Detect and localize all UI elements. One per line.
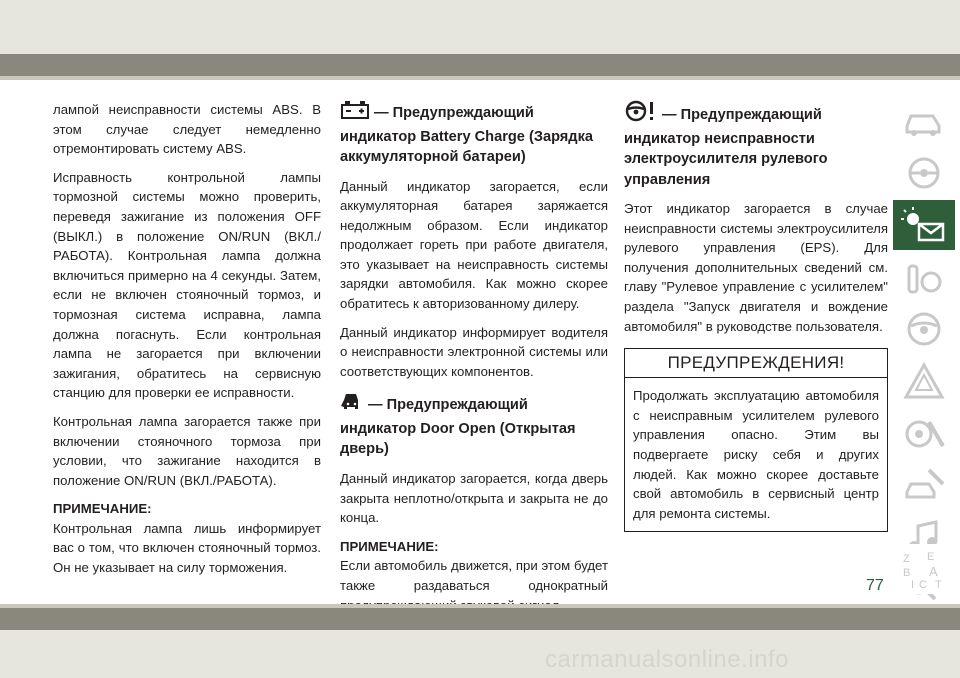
footer-band — [0, 630, 960, 678]
paragraph: Данный индикатор загорается, если аккумуляторная батарея заряжается недолжным образом. Если индикатор продолжает гореть при работе двигателя, это указывает на неисправность системы зарядки автомобиля. Как можно скорее обратитесь к авторизованному дилеру. — [340, 178, 608, 312]
battery-icon — [340, 100, 370, 127]
warning-box — [624, 348, 888, 532]
car-icon — [899, 102, 949, 140]
svg-text:B: B — [903, 567, 911, 579]
heading-text: — Предупреждающий индикатор неисправности электроусилителя рулевого управления — [624, 107, 828, 188]
svg-text:A: A — [929, 564, 938, 579]
note-text: Если автомобиль движется, при этом будет также раздаваться однократный — [340, 558, 608, 593]
warning-text: Продолжать эксплуатацию автомобиля с неисправным усилителем рулевого управления опасно. Этим вы подвергаете риску себя и других людей. Как можно скорее доставьте свой автомобиль в сервисный центр для ремонта системы. — [633, 388, 879, 521]
tab-warning-lights[interactable] — [893, 200, 955, 250]
section-heading — [340, 390, 608, 460]
svg-text:T: T — [935, 579, 942, 591]
steering-warning-icon — [624, 100, 658, 129]
tab-keys[interactable] — [893, 252, 955, 302]
note-title: ПРИМЕЧАНИЕ: — [340, 538, 439, 554]
tab-tools[interactable] — [893, 408, 955, 458]
heading-text: — Предупреждающий индикатор Door Open (Открытая дверь) — [340, 397, 576, 458]
footer-bar — [0, 608, 960, 630]
paragraph: Данный индикатор загорается, когда дверь закрыта неплотно/открыта и закрыта не до конца. — [340, 470, 608, 526]
tab-car[interactable] — [893, 96, 955, 146]
svg-text:E: E — [927, 551, 935, 563]
wrench-car-icon — [899, 466, 949, 504]
heading-text: — Предупреждающий индикатор Battery Charge (Зарядка аккумуляторной батареи) — [340, 105, 593, 165]
header-bar — [0, 54, 960, 76]
watermark: carmanualsonline.info — [545, 646, 789, 673]
section-heading — [340, 100, 608, 168]
column-3 — [624, 100, 888, 532]
page-number: 77 — [866, 577, 884, 594]
svg-text:Z: Z — [903, 553, 910, 565]
tab-wheel[interactable] — [893, 304, 955, 354]
column-1 — [53, 100, 321, 587]
tab-service[interactable] — [893, 460, 955, 510]
door-open-icon — [340, 390, 364, 419]
paragraph: Контрольная лампа загорается также при включении стояночного тормоза при условии, что зажигание находится в положение ON/RUN (ВКЛ./РАБОТА). — [53, 413, 321, 488]
paragraph: Исправность контрольной лампы тормозной системы можно проверить, переведя зажигание из положения OFF (ВЫКЛ.) в положение ON/RUN (ВКЛ./РАБОТА). Контрольная лампа должна включиться примерно на 4 секунды. Затем, если не включен стояночный тормоз, и тормозная система исправна, лампа должна погаснуть. Если контрольная лампа не загорается при включении зажигания, обратитесь на сервисную станцию для проверки ее исправности. — [53, 169, 321, 401]
note-title: ПРИМЕЧАНИЕ: — [53, 501, 152, 517]
warning-title: ПРЕДУПРЕЖДЕНИЯ! — [625, 349, 887, 378]
index-letters-icon — [899, 550, 949, 592]
svg-text:C: C — [919, 579, 927, 591]
section-heading — [624, 100, 888, 190]
warning-light-icon — [899, 206, 949, 244]
tab-index[interactable] — [893, 544, 955, 594]
header-band — [0, 0, 960, 54]
chapter-tabs — [893, 96, 960, 596]
key-icon — [899, 258, 949, 296]
tools-icon — [899, 414, 949, 452]
paragraph: Этот индикатор загорается в случае неисправности системы электроусилителя рулевого управления (EPS). Для получения дополнительных сведений см. главу "Рулевое управление с усилителем" раздела "Запуск двигателя и вождение автомобиля" в руководстве пользователя. — [624, 201, 888, 334]
column-2 — [340, 100, 608, 624]
tab-steering[interactable] — [893, 148, 955, 198]
steering-icon — [899, 154, 949, 192]
svg-text:I: I — [911, 579, 915, 591]
paragraph: Данный индикатор информирует водителя о неисправности электронной системы или соответствующих компонентов. — [340, 324, 608, 379]
wheel-icon — [899, 310, 949, 348]
header-line — [0, 76, 960, 80]
note-text: Контрольная лампа лишь информирует вас о том, что включен стояночный тормоз. Он не указывает на силу торможения. — [53, 520, 321, 576]
paragraph: лампой неисправности системы ABS. В этом случае следует немедленно отремонтировать систему ABS. — [53, 102, 321, 157]
hazard-icon — [899, 362, 949, 400]
tab-hazard[interactable] — [893, 356, 955, 406]
